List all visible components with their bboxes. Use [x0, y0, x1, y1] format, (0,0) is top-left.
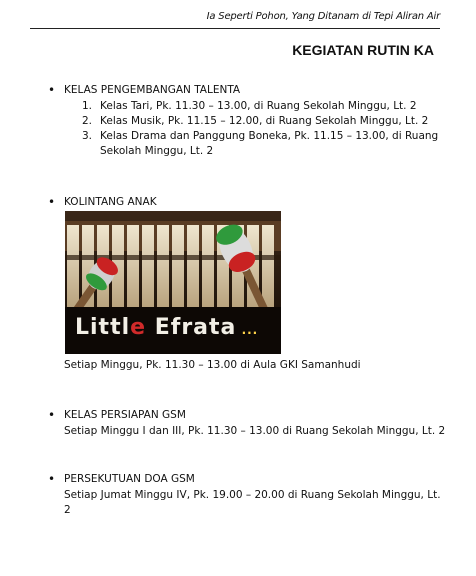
section-description: Setiap Minggu, Pk. 11.30 – 13.00 di Aula GKI Samanhudi [64, 359, 361, 371]
item-number: 3. [82, 130, 93, 142]
item-text: Kelas Tari, Pk. 11.30 – 13.00, di Ruang Sekolah Minggu, Lt. 2 [100, 100, 417, 112]
section-talent-classes [48, 83, 448, 159]
section-description: Setiap Jumat Minggu IV, Pk. 19.00 – 20.00 di Ruang Sekolah Minggu, Lt. 2 [64, 489, 441, 516]
bullet-icon: • [48, 195, 56, 209]
item-number: 1. [82, 100, 93, 112]
section-kolintang [48, 195, 448, 209]
section-title: KELAS PERSIAPAN GSM [64, 409, 186, 421]
section-description: Setiap Minggu I dan III, Pk. 11.30 – 13.00 di Ruang Sekolah Minggu, Lt. 2 [64, 425, 446, 437]
item-number: 2. [82, 115, 93, 127]
section-title: KELAS PENGEMBANGAN TALENTA [64, 84, 241, 96]
kolintang-photo [65, 211, 281, 354]
bullet-icon: • [48, 408, 56, 422]
kolintang-description [48, 356, 448, 373]
list-item [82, 129, 448, 159]
section-title: PERSEKUTUAN DOA GSM [64, 473, 195, 485]
list-item [82, 99, 448, 114]
little-efrata-logo: Little Efrata ... [75, 315, 259, 340]
list-item [82, 114, 448, 129]
section-title: KOLINTANG ANAK [64, 196, 157, 208]
page-title: KEGIATAN RUTIN KA [292, 42, 434, 58]
page-header [30, 0, 440, 29]
item-text: Kelas Drama dan Panggung Boneka, Pk. 11.15 – 13.00, di Ruang Sekolah Minggu, Lt. 2 [100, 130, 439, 157]
header-tagline: Ia Seperti Pohon, Yang Ditanam di Tepi Aliran Air [206, 11, 440, 22]
section-gsm-class [48, 408, 448, 439]
class-list [48, 99, 448, 159]
bullet-icon: • [48, 83, 56, 97]
item-text: Kelas Musik, Pk. 11.15 – 12.00, di Ruang Sekolah Minggu, Lt. 2 [100, 115, 429, 127]
section-prayer-meeting [48, 472, 448, 518]
bullet-icon: • [48, 472, 56, 486]
